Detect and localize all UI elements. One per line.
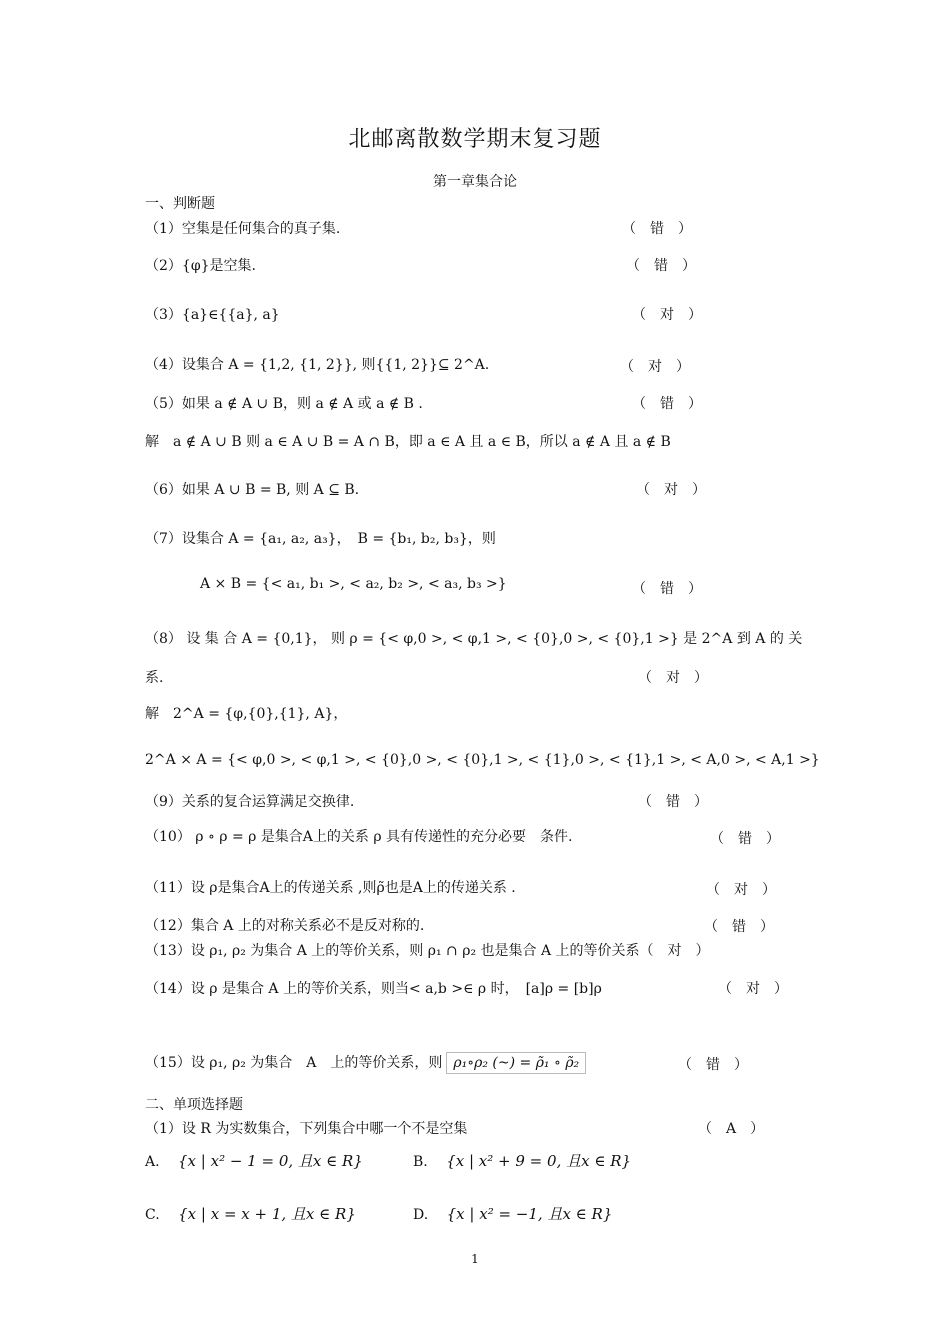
option-b <box>413 1150 631 1171</box>
answer-9: （ 错 ） <box>638 794 708 810</box>
section-heading-choice: 二、单项选择题 <box>145 1097 243 1113</box>
option-d-label: D. <box>413 1207 429 1223</box>
question-4: （4）设集合 A = {1,2, {1, 2}}, 则{{1, 2}}⊆ 2^A. <box>145 357 490 373</box>
answer-15: （ 错 ） <box>678 1057 748 1073</box>
option-d-text: {x | x² = −1, 且x ∈ R} <box>446 1205 613 1223</box>
question-11: （11）设 ρ是集合A上的传递关系 ,则ρ̃也是A上的传递关系 . <box>145 880 516 896</box>
option-a-text: {x | x² − 1 = 0, 且x ∈ R} <box>178 1152 363 1170</box>
question-8-cont: 系. <box>145 670 164 686</box>
solution-8-b: 2^A × A = {< φ,0 >, < φ,1 >, < {0},0 >, < {0},1 >, < {1},0 >, < {1},1 >, < A,0 >, < A,1 >} <box>145 752 820 768</box>
option-c-label: C. <box>145 1207 160 1223</box>
option-b-label: B. <box>413 1154 428 1170</box>
answer-7: （ 错 ） <box>632 581 702 597</box>
answer-8: （ 对 ） <box>638 670 708 686</box>
question-9: （9）关系的复合运算满足交换律. <box>145 794 355 810</box>
question-3: （3）{a}∈{{a}, a} <box>145 307 280 323</box>
question-10: （10） ρ ∘ ρ = ρ 是集合A上的关系 ρ 具有传递性的充分必要 条件. <box>145 829 573 845</box>
option-b-text: {x | x² + 9 = 0, 且x ∈ R} <box>446 1152 632 1170</box>
question-7-formula: A × B = {< a₁, b₁ >, < a₂, b₂ >, < a₃, b₃ >} <box>200 576 507 592</box>
answer-5: （ 错 ） <box>632 396 702 412</box>
question-15-text: （15）设 ρ₁, ρ₂ 为集合 A 上的等价关系，则 <box>145 1055 443 1071</box>
document-title: 北邮离散数学期末复习题 <box>348 127 602 152</box>
answer-12: （ 错 ） <box>704 919 774 935</box>
question-14: （14）设 ρ 是集合 A 上的等价关系，则当< a,b >∈ ρ 时， [a]ρ = [b]ρ <box>145 981 602 997</box>
choice-question-1: （1）设 R 为实数集合，下列集合中哪一个不是空集 <box>145 1121 468 1137</box>
answer-3: （ 对 ） <box>632 307 702 323</box>
question-15 <box>145 1052 586 1074</box>
question-13: （13）设 ρ₁, ρ₂ 为集合 A 上的等价关系，则 ρ₁ ∩ ρ₂ 也是集合 A 上的等价关系（ 对 ） <box>145 943 710 959</box>
question-6: （6）如果 A ∪ B = B, 则 A ⊆ B. <box>145 482 360 498</box>
option-a-label: A. <box>145 1154 160 1170</box>
answer-11: （ 对 ） <box>706 882 776 898</box>
question-8: （8） 设 集 合 A = {0,1}， 则 ρ = {< φ,0 >, < φ,1 >, < {0},0 >, < {0},1 >} 是 2^A 到 A 的 关 <box>145 631 803 647</box>
section-heading-judgement: 一、判断题 <box>145 196 215 212</box>
question-2: （2）{φ}是空集. <box>145 258 256 274</box>
solution-8-a: 解 2^A = {φ,{0},{1}, A}， <box>145 706 348 722</box>
question-7: （7）设集合 A = {a₁, a₂, a₃}， B = {b₁, b₂, b₃}，则 <box>145 531 496 547</box>
question-1: （1）空集是任何集合的真子集. <box>145 221 341 237</box>
option-a <box>145 1150 363 1171</box>
choice-answer-1: （ A ） <box>698 1121 765 1137</box>
option-c <box>145 1203 356 1224</box>
answer-10: （ 错 ） <box>710 831 780 847</box>
option-c-text: {x | x = x + 1, 且x ∈ R} <box>178 1205 356 1223</box>
question-15-formula-image: ρ₁∘ρ₂ (~) = ρ̃₁ ∘ ρ̃₂ <box>446 1052 586 1074</box>
question-5: （5）如果 a ∉ A ∪ B，则 a ∉ A 或 a ∉ B . <box>145 396 423 412</box>
question-12: （12）集合 A 上的对称关系必不是反对称的. <box>145 918 425 934</box>
answer-1: （ 错 ） <box>622 221 692 237</box>
option-d <box>413 1203 612 1224</box>
solution-5: 解 a ∉ A ∪ B 则 a ∈ A ∪ B = A ∩ B，即 a ∈ A 且 a ∈ B，所以 a ∉ A 且 a ∉ B <box>145 434 671 450</box>
page-number: 1 <box>471 1252 479 1266</box>
answer-6: （ 对 ） <box>636 482 706 498</box>
chapter-heading: 第一章集合论 <box>433 174 517 190</box>
answer-2: （ 错 ） <box>626 258 696 274</box>
answer-4: （ 对 ） <box>620 359 690 375</box>
answer-14: （ 对 ） <box>718 981 788 997</box>
